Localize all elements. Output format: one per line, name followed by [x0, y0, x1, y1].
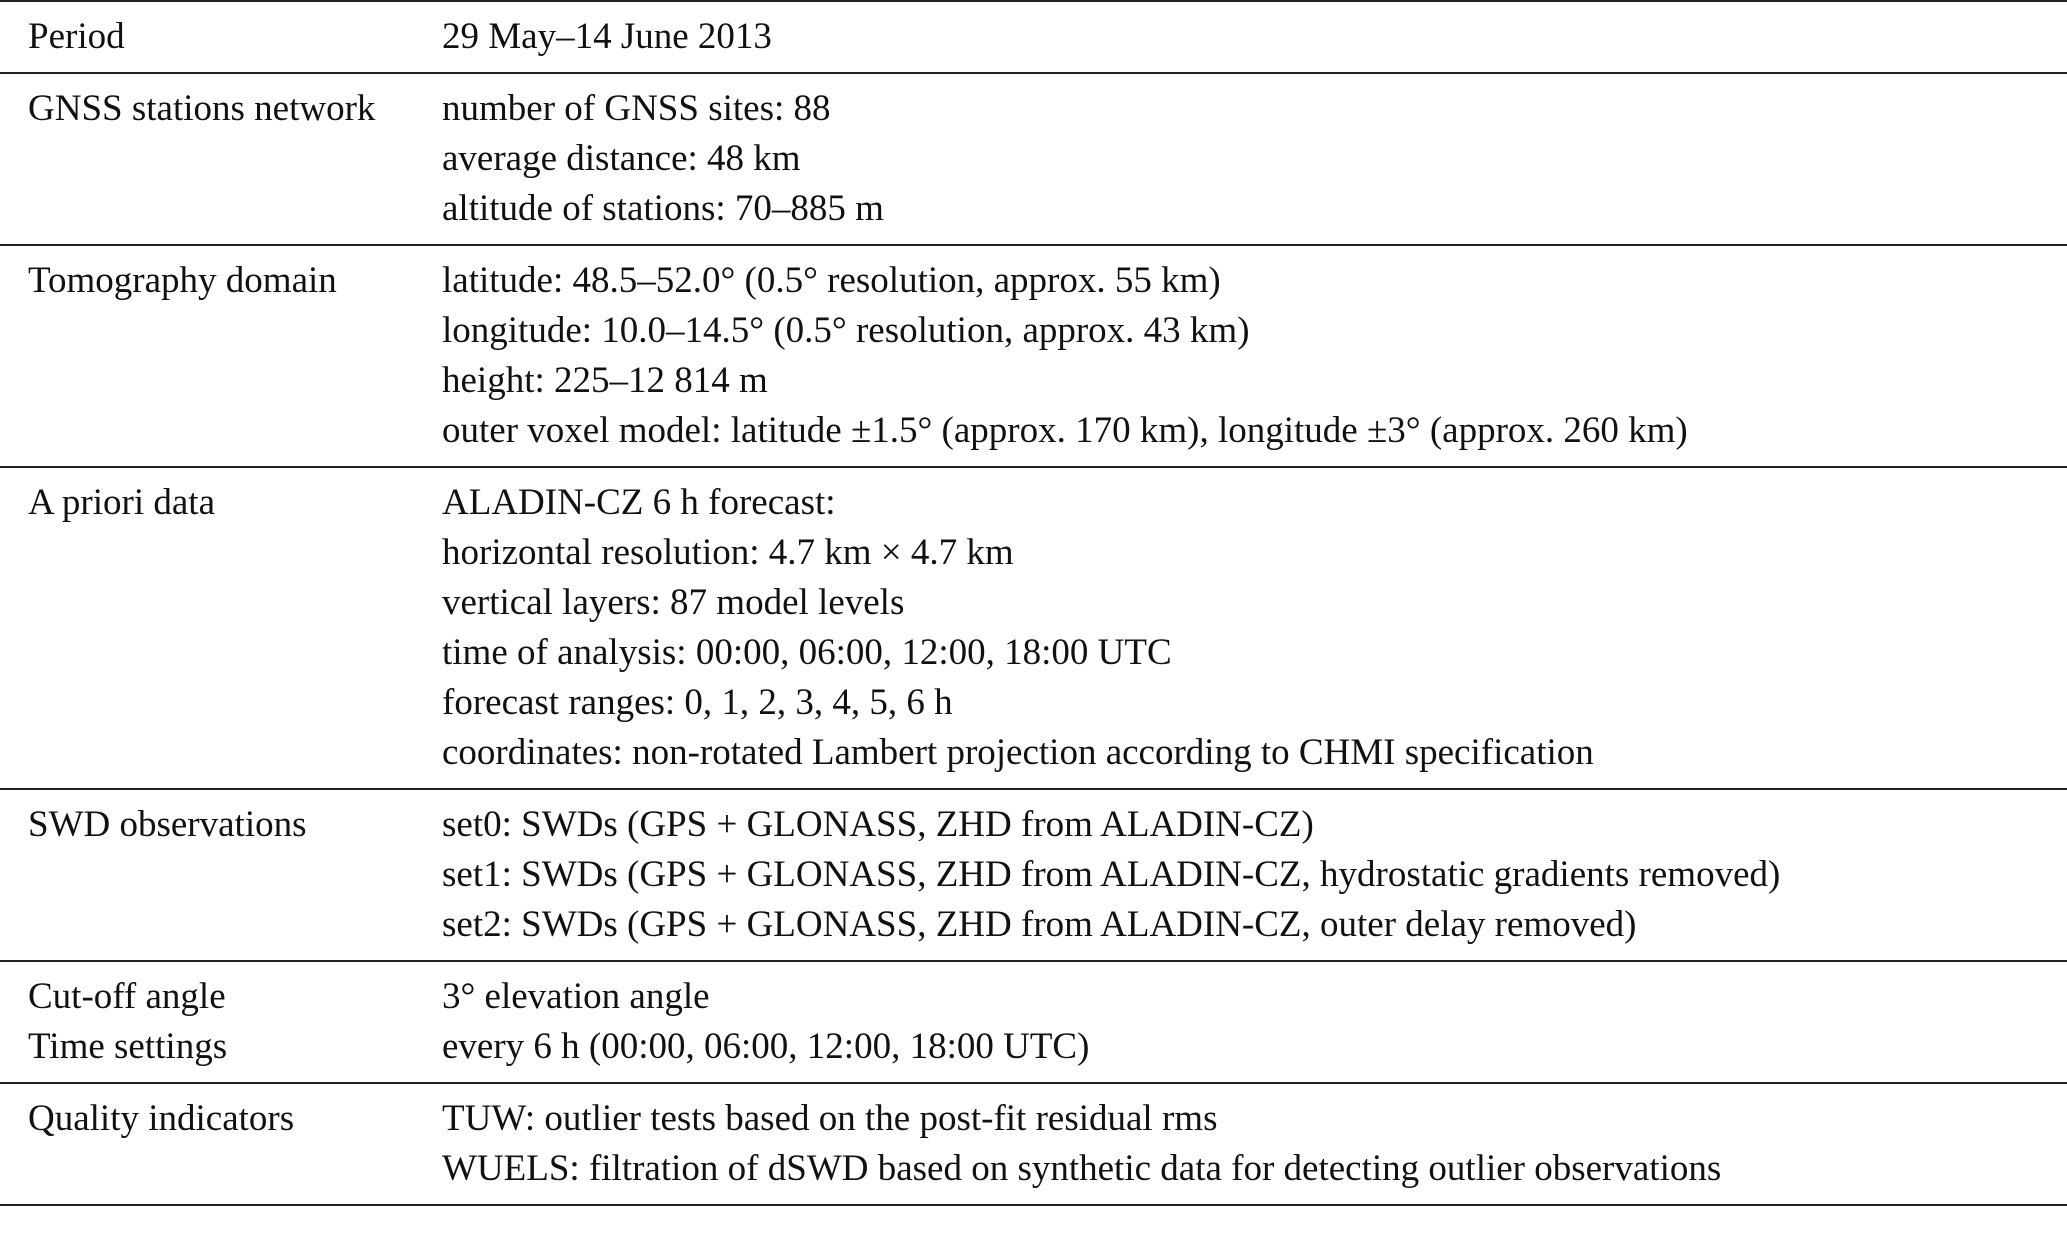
- label-line: Quality indicators: [28, 1098, 295, 1139]
- row-value: [442, 800, 2067, 950]
- row-label: [0, 1094, 442, 1194]
- table-row-period: [0, 2, 2067, 74]
- value-line: WUELS: filtration of dSWD based on synthetic data for detecting outlier observations: [442, 1148, 1722, 1189]
- row-value: [442, 84, 2067, 234]
- table-row-quality-indicators: [0, 1084, 2067, 1206]
- value-line: 3° elevation angle: [442, 976, 710, 1017]
- row-label: [0, 972, 442, 1072]
- value-line: coordinates: non-rotated Lambert projection according to CHMI specification: [442, 732, 1594, 773]
- label-line: Period: [28, 16, 125, 57]
- row-label: [0, 256, 442, 456]
- row-label: [0, 12, 442, 62]
- label-line: SWD observations: [28, 804, 307, 845]
- table-row-swd-observations: [0, 790, 2067, 962]
- row-value: [442, 972, 2067, 1072]
- value-line: height: 225–12 814 m: [442, 360, 768, 401]
- value-line: ALADIN-CZ 6 h forecast:: [442, 482, 836, 523]
- value-line: outer voxel model: latitude ±1.5° (approx. 170 km), longitude ±3° (approx. 260 km): [442, 410, 1688, 451]
- value-line: forecast ranges: 0, 1, 2, 3, 4, 5, 6 h: [442, 682, 953, 723]
- label-line: Tomography domain: [28, 260, 337, 301]
- label-line: Cut-off angle: [28, 976, 226, 1017]
- value-line: longitude: 10.0–14.5° (0.5° resolution, approx. 43 km): [442, 310, 1250, 351]
- row-value: [442, 1094, 2067, 1194]
- value-line: set2: SWDs (GPS + GLONASS, ZHD from ALADIN-CZ, outer delay removed): [442, 904, 1637, 945]
- row-label: [0, 478, 442, 778]
- value-line: time of analysis: 00:00, 06:00, 12:00, 18:00 UTC: [442, 632, 1172, 673]
- row-value: [442, 12, 2067, 62]
- value-line: vertical layers: 87 model levels: [442, 582, 905, 623]
- value-line: horizontal resolution: 4.7 km × 4.7 km: [442, 532, 1014, 573]
- row-label: [0, 800, 442, 950]
- value-line: set1: SWDs (GPS + GLONASS, ZHD from ALADIN-CZ, hydrostatic gradients removed): [442, 854, 1781, 895]
- table-row-tomography-domain: [0, 246, 2067, 468]
- label-line: A priori data: [28, 482, 216, 523]
- value-line: altitude of stations: 70–885 m: [442, 188, 884, 229]
- value-line: average distance: 48 km: [442, 138, 801, 179]
- value-line: TUW: outlier tests based on the post-fit residual rms: [442, 1098, 1218, 1139]
- table-row-cutoff-time: [0, 962, 2067, 1084]
- table-row-gnss-network: [0, 74, 2067, 246]
- value-line: 29 May–14 June 2013: [442, 16, 772, 57]
- label-line: GNSS stations network: [28, 88, 376, 129]
- table-row-a-priori-data: [0, 468, 2067, 790]
- value-line: set0: SWDs (GPS + GLONASS, ZHD from ALADIN-CZ): [442, 804, 1314, 845]
- row-value: [442, 256, 2067, 456]
- row-value: [442, 478, 2067, 778]
- value-line: number of GNSS sites: 88: [442, 88, 831, 129]
- row-label: [0, 84, 442, 234]
- label-line: Time settings: [28, 1026, 228, 1067]
- value-line: latitude: 48.5–52.0° (0.5° resolution, approx. 55 km): [442, 260, 1221, 301]
- value-line: every 6 h (00:00, 06:00, 12:00, 18:00 UTC): [442, 1026, 1090, 1067]
